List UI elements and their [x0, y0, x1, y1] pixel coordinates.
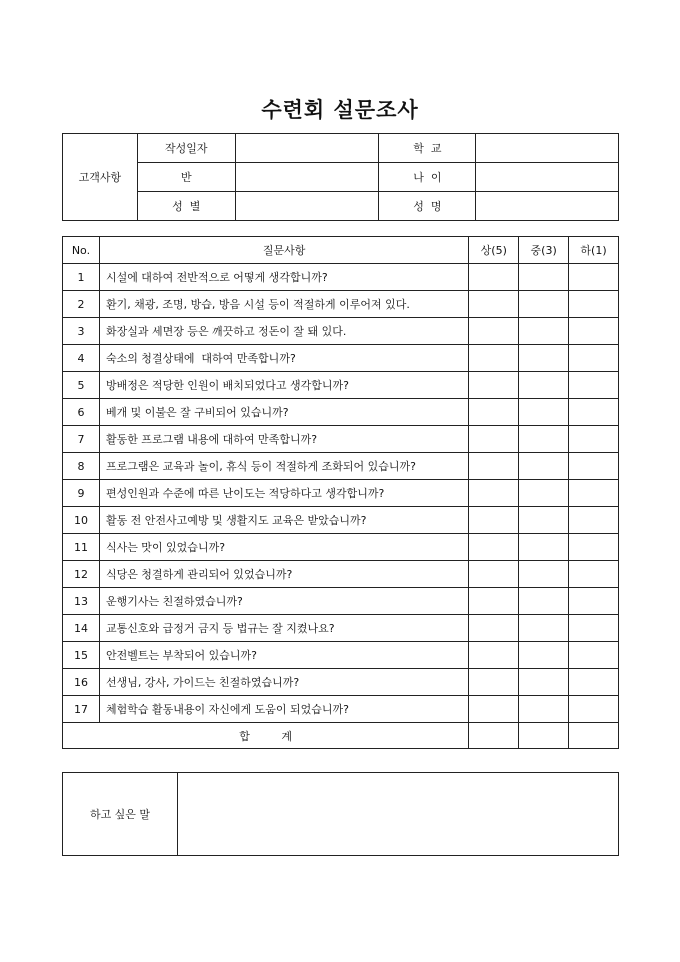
score-mid-cell[interactable] [519, 372, 569, 399]
question-text: 식당은 청결하게 관리되어 있었습니까? [99, 561, 468, 588]
memo-field[interactable] [178, 773, 619, 856]
table-row [63, 696, 619, 723]
header-low: 하(1) [569, 237, 619, 264]
question-number: 12 [63, 561, 100, 588]
score-mid-cell[interactable] [519, 561, 569, 588]
name-field[interactable] [476, 192, 619, 221]
table-row [63, 561, 619, 588]
question-number: 9 [63, 480, 100, 507]
header-question: 질문사항 [99, 237, 468, 264]
score-high-cell[interactable] [469, 345, 519, 372]
score-low-cell[interactable] [569, 453, 619, 480]
score-high-cell[interactable] [469, 615, 519, 642]
score-mid-cell[interactable] [519, 588, 569, 615]
question-number: 14 [63, 615, 100, 642]
score-low-cell[interactable] [569, 480, 619, 507]
question-number: 15 [63, 642, 100, 669]
gender-label: 성 별 [137, 192, 235, 221]
score-mid-cell[interactable] [519, 453, 569, 480]
score-mid-cell[interactable] [519, 291, 569, 318]
score-mid-cell[interactable] [519, 345, 569, 372]
score-low-cell[interactable] [569, 372, 619, 399]
score-low-cell[interactable] [569, 291, 619, 318]
score-mid-cell[interactable] [519, 534, 569, 561]
score-low-cell[interactable] [569, 264, 619, 291]
score-low-cell[interactable] [569, 426, 619, 453]
table-row [63, 291, 619, 318]
table-row [63, 669, 619, 696]
table-row [63, 399, 619, 426]
class-label: 반 [137, 163, 235, 192]
score-mid-cell[interactable] [519, 318, 569, 345]
table-row [63, 642, 619, 669]
score-low-cell[interactable] [569, 669, 619, 696]
score-high-cell[interactable] [469, 426, 519, 453]
score-low-cell[interactable] [569, 615, 619, 642]
question-text: 교통신호와 급정거 금지 등 법규는 잘 지켰나요? [99, 615, 468, 642]
class-field[interactable] [235, 163, 379, 192]
table-row [63, 426, 619, 453]
date-label: 작성일자 [137, 134, 235, 163]
date-field[interactable] [235, 134, 379, 163]
question-text: 숙소의 청결상태에 대하여 만족합니까? [99, 345, 468, 372]
score-high-cell[interactable] [469, 480, 519, 507]
table-row [63, 264, 619, 291]
question-number: 16 [63, 669, 100, 696]
score-high-cell[interactable] [469, 534, 519, 561]
score-high-cell[interactable] [469, 507, 519, 534]
survey-table [62, 236, 619, 749]
total-row [63, 723, 619, 749]
header-no: No. [63, 237, 100, 264]
question-text: 안전벨트는 부착되어 있습니까? [99, 642, 468, 669]
score-high-cell[interactable] [469, 399, 519, 426]
table-row [63, 345, 619, 372]
info-table [62, 133, 619, 221]
table-row [63, 453, 619, 480]
header-mid: 중(3) [519, 237, 569, 264]
score-mid-cell[interactable] [519, 264, 569, 291]
question-number: 3 [63, 318, 100, 345]
score-mid-cell[interactable] [519, 507, 569, 534]
question-number: 8 [63, 453, 100, 480]
score-low-cell[interactable] [569, 534, 619, 561]
score-low-cell[interactable] [569, 561, 619, 588]
question-text: 활동한 프로그램 내용에 대하여 만족합니까? [99, 426, 468, 453]
score-mid-cell[interactable] [519, 642, 569, 669]
table-row [63, 615, 619, 642]
question-number: 6 [63, 399, 100, 426]
school-field[interactable] [476, 134, 619, 163]
score-low-cell[interactable] [569, 399, 619, 426]
gender-field[interactable] [235, 192, 379, 221]
customer-info-label: 고객사항 [63, 134, 138, 221]
question-text: 베개 및 이불은 잘 구비되어 있습니까? [99, 399, 468, 426]
question-number: 2 [63, 291, 100, 318]
score-high-cell[interactable] [469, 453, 519, 480]
score-high-cell[interactable] [469, 291, 519, 318]
question-text: 시설에 대하여 전반적으로 어떻게 생각합니까? [99, 264, 468, 291]
score-mid-cell[interactable] [519, 669, 569, 696]
page-title: 수련회 설문조사 [261, 98, 419, 122]
question-text: 편성인원과 수준에 따른 난이도는 적당하다고 생각합니까? [99, 480, 468, 507]
question-number: 7 [63, 426, 100, 453]
question-text: 화장실과 세면장 등은 깨끗하고 정돈이 잘 돼 있다. [99, 318, 468, 345]
table-row [63, 588, 619, 615]
question-text: 프로그램은 교육과 놀이, 휴식 등이 적절하게 조화되어 있습니까? [99, 453, 468, 480]
score-mid-cell[interactable] [519, 615, 569, 642]
table-row [63, 480, 619, 507]
score-low-cell[interactable] [569, 318, 619, 345]
total-low-cell[interactable] [569, 723, 619, 749]
score-mid-cell[interactable] [519, 696, 569, 723]
score-high-cell[interactable] [469, 372, 519, 399]
table-row [63, 318, 619, 345]
question-text: 방배정은 적당한 인원이 배치되었다고 생각합니까? [99, 372, 468, 399]
score-high-cell[interactable] [469, 561, 519, 588]
question-number: 4 [63, 345, 100, 372]
score-mid-cell[interactable] [519, 426, 569, 453]
score-mid-cell[interactable] [519, 480, 569, 507]
name-label: 성 명 [379, 192, 476, 221]
memo-table [62, 772, 619, 856]
question-text: 식사는 맛이 있었습니까? [99, 534, 468, 561]
memo-label: 하고 싶은 말 [63, 773, 178, 856]
question-number: 11 [63, 534, 100, 561]
score-high-cell[interactable] [469, 642, 519, 669]
header-high: 상(5) [469, 237, 519, 264]
school-label: 학 교 [379, 134, 476, 163]
table-row [63, 372, 619, 399]
question-text: 환기, 채광, 조명, 방습, 방음 시설 등이 적절하게 이루어져 있다. [99, 291, 468, 318]
score-high-cell[interactable] [469, 264, 519, 291]
score-high-cell[interactable] [469, 318, 519, 345]
score-low-cell[interactable] [569, 642, 619, 669]
age-label: 나 이 [379, 163, 476, 192]
question-number: 13 [63, 588, 100, 615]
total-label: 합 계 [63, 723, 469, 749]
score-high-cell[interactable] [469, 588, 519, 615]
score-low-cell[interactable] [569, 507, 619, 534]
score-high-cell[interactable] [469, 696, 519, 723]
score-low-cell[interactable] [569, 588, 619, 615]
question-text: 선생님, 강사, 가이드는 친절하였습니까? [99, 669, 468, 696]
age-field[interactable] [476, 163, 619, 192]
score-low-cell[interactable] [569, 696, 619, 723]
question-number: 17 [63, 696, 100, 723]
total-mid-cell[interactable] [519, 723, 569, 749]
question-text: 활동 전 안전사고예방 및 생활지도 교육은 받았습니까? [99, 507, 468, 534]
table-row [63, 507, 619, 534]
question-number: 1 [63, 264, 100, 291]
score-low-cell[interactable] [569, 345, 619, 372]
question-text: 운행기사는 친절하였습니까? [99, 588, 468, 615]
question-number: 10 [63, 507, 100, 534]
score-mid-cell[interactable] [519, 399, 569, 426]
score-high-cell[interactable] [469, 669, 519, 696]
total-high-cell[interactable] [469, 723, 519, 749]
table-row [63, 534, 619, 561]
question-text: 체험학습 활동내용이 자신에게 도움이 되었습니까? [99, 696, 468, 723]
question-number: 5 [63, 372, 100, 399]
